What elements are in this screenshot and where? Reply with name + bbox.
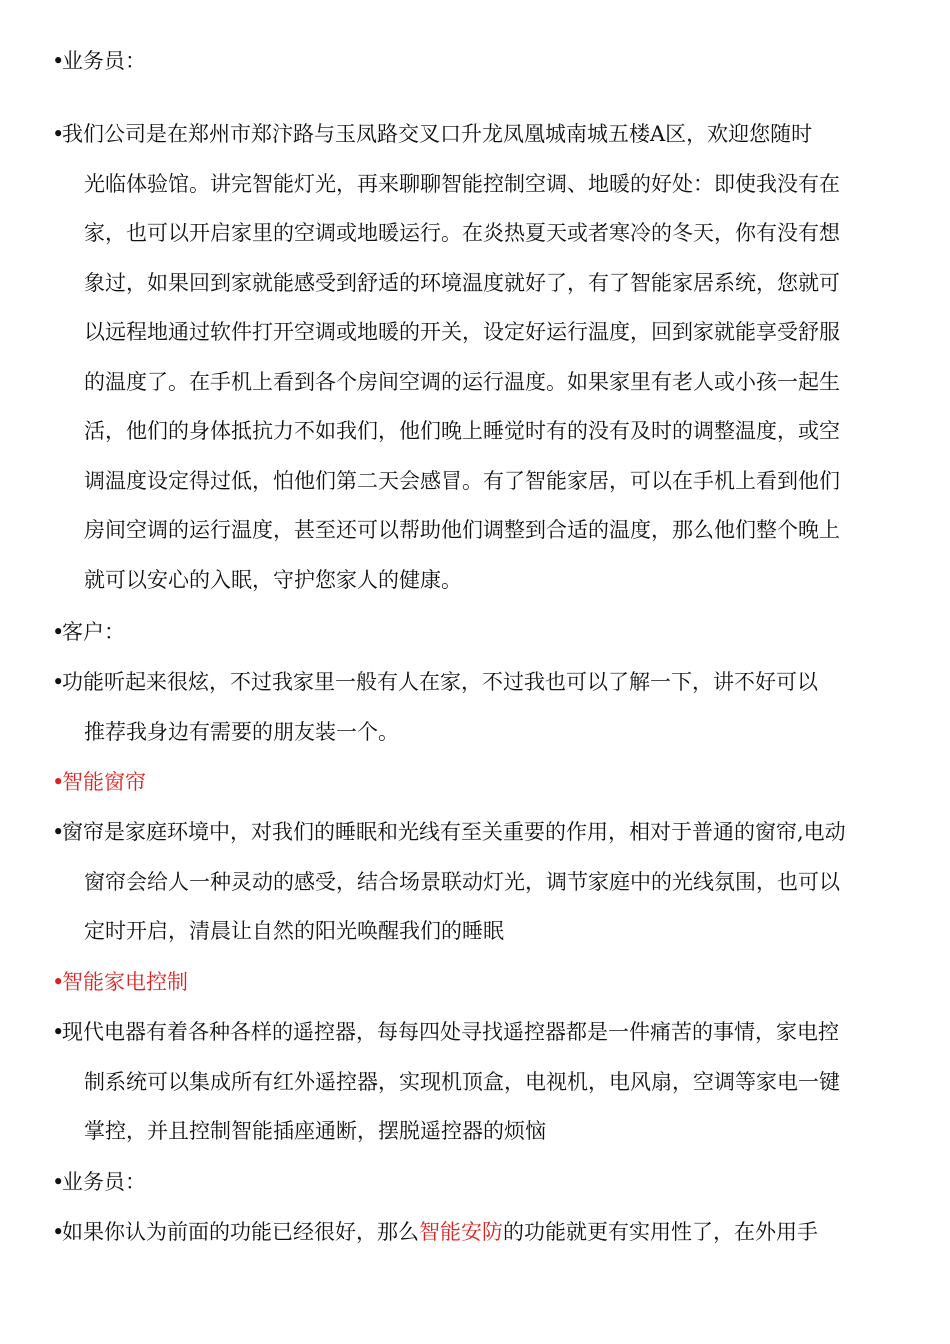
heading-text: 智能窗帘: [62, 770, 146, 794]
paragraph-line: 光临体验馆。讲完智能灯光，再来聊聊智能控制空调、地暖的好处：即使我没有在: [84, 171, 840, 196]
speaker-label-salesperson: [52, 37, 912, 87]
paragraph-smart-security-intro: [52, 1208, 912, 1258]
bullet: •: [52, 620, 65, 644]
paragraph-line: 家，也可以开启家里的空调或地暖运行。在炎热夏天或者寒冷的冬天，你有没有想: [84, 221, 840, 245]
paragraph-text: 如果你认为前面的功能已经很好，那么: [62, 1220, 419, 1244]
speaker-label-salesperson-2: [52, 1158, 912, 1208]
paragraph-line: 活，他们的身体抵抗力不如我们，他们晚上睡觉时有的没有及时的调整温度，或空: [84, 419, 840, 443]
paragraph-line: 的温度了。在手机上看到各个房间空调的运行温度。如果家里有老人或小孩一起生: [84, 369, 840, 394]
paragraph-line: 功能听起来很炫，不过我家里一般有人在家，不过我也可以了解一下，讲不好可以: [62, 670, 818, 694]
bullet: •: [52, 970, 65, 994]
bullet: •: [52, 820, 65, 844]
paragraph-line: 现代电器有着各种各样的遥控器，每每四处寻找遥控器都是一件痛苦的事情，家电控: [62, 1020, 839, 1044]
paragraph-customer-reply: [52, 658, 912, 757]
paragraph-line: 调温度设定得过低，怕他们第二天会感冒。有了智能家居，可以在手机上看到他们: [84, 468, 840, 493]
paragraph-line: 业务员：: [62, 1170, 146, 1194]
paragraph-line: 客户：: [62, 620, 125, 644]
bullet: •: [52, 1220, 65, 1244]
paragraph-line: 以远程地通过软件打开空调或地暖的开关，设定好运行温度，回到家就能享受舒服: [84, 320, 840, 344]
bullet: •: [52, 1170, 65, 1194]
bullet: •: [52, 670, 65, 694]
bullet: •: [52, 770, 65, 794]
paragraph-company-intro: [52, 110, 912, 605]
bullet: •: [52, 49, 65, 73]
highlight-smart-security: 智能安防: [419, 1220, 503, 1244]
speaker-label-customer: [52, 608, 912, 658]
paragraph-line: 定时开启，清晨让自然的阳光唤醒我们的睡眠: [84, 919, 504, 943]
section-heading-smart-appliance-control: [52, 958, 912, 1008]
paragraph-smart-curtain: [52, 808, 912, 957]
paragraph-line: 象过，如果回到家就能感受到舒适的环境温度就好了，有了智能家居系统，您就可: [84, 270, 840, 295]
paragraph-text: 的功能就更有实用性了，在外用手: [503, 1220, 818, 1244]
paragraph-line: 制系统可以集成所有红外遥控器，实现机顶盒，电视机，电风扇，空调等家电一键: [84, 1069, 840, 1094]
paragraph-line: 窗帘是家庭环境中，对我们的睡眠和光线有至关重要的作用，相对于普通的窗帘,电动: [62, 820, 846, 844]
paragraph-line: 我们公司是在郑州市郑汴路与玉凤路交叉口升龙凤凰城南城五楼A区，欢迎您随时: [62, 122, 813, 146]
paragraph-line: 就可以安心的入眠，守护您家人的健康。: [84, 567, 462, 592]
paragraph-line: 推荐我身边有需要的朋友装一个。: [84, 719, 399, 744]
paragraph-line: 房间空调的运行温度，甚至还可以帮助他们调整到合适的温度，那么他们整个晚上: [84, 518, 840, 542]
paragraph-line: 业务员：: [62, 49, 146, 73]
paragraph-line: 窗帘会给人一种灵动的感受，结合场景联动灯光，调节家庭中的光线氛围，也可以: [84, 869, 840, 894]
bullet: •: [52, 1020, 65, 1044]
section-heading-smart-curtain: [52, 758, 912, 808]
paragraph-smart-appliance-control: [52, 1008, 912, 1157]
paragraph-line: 掌控，并且控制智能插座通断，摆脱遥控器的烦恼: [84, 1119, 546, 1143]
bullet: •: [52, 122, 65, 146]
heading-text: 智能家电控制: [62, 970, 188, 994]
